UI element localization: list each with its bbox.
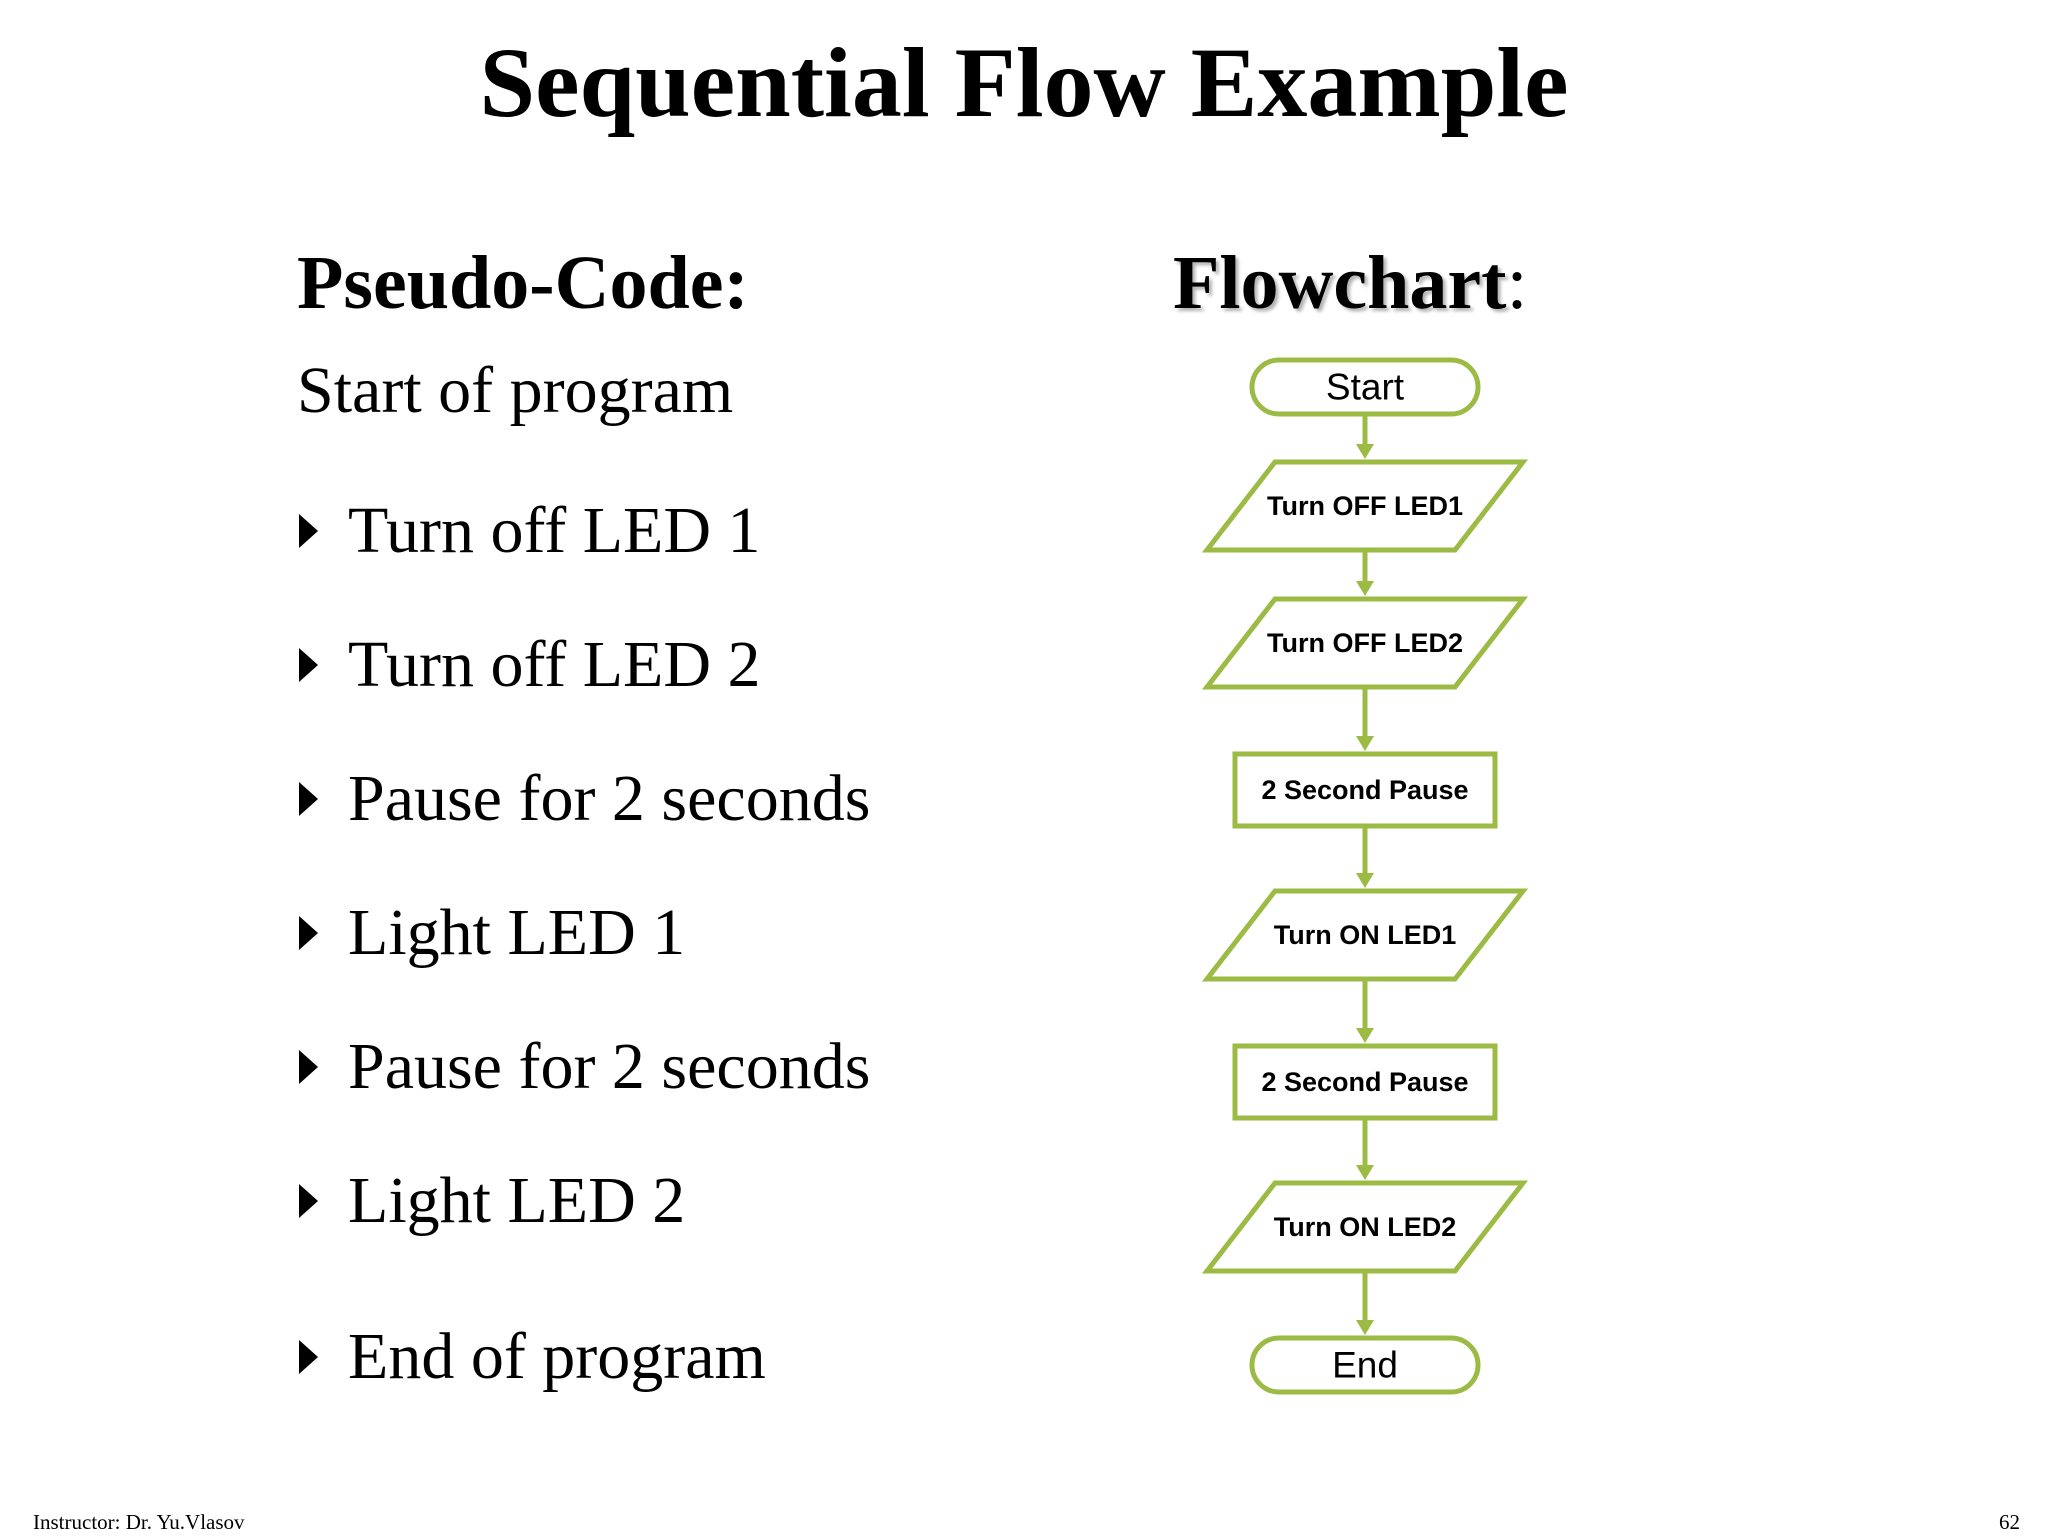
- flowchart-node-label: 2 Second Pause: [1261, 1067, 1469, 1097]
- page-number: 62: [1999, 1510, 2020, 1534]
- flowchart-node-label: Turn ON LED1: [1273, 920, 1457, 950]
- pseudo-step-text: Light LED 2: [348, 1164, 686, 1237]
- pseudo-code-heading: Pseudo-Code:: [297, 241, 749, 325]
- flowchart-node-label: Turn OFF LED2: [1267, 628, 1463, 658]
- footer-instructor: Instructor: Dr. Yu.Vlasov: [33, 1510, 245, 1534]
- arrowhead-icon: [1356, 1028, 1374, 1043]
- flowchart-node-label: End: [1332, 1344, 1398, 1386]
- flowchart-heading-colon: :: [1506, 241, 1528, 325]
- pseudo-start-line: Start of program: [297, 354, 734, 427]
- flowchart-node-label: 2 Second Pause: [1261, 775, 1469, 805]
- arrowhead-icon: [1356, 444, 1374, 459]
- pseudo-step-text: Light LED 1: [348, 896, 686, 969]
- flowchart-heading-text: Flowchart: [1173, 241, 1507, 325]
- slide-title: Sequential Flow Example: [479, 27, 1569, 138]
- arrowhead-icon: [1356, 736, 1374, 751]
- flowchart-node-label: Turn ON LED2: [1273, 1212, 1457, 1242]
- arrowhead-icon: [1356, 581, 1374, 596]
- arrowhead-icon: [1356, 873, 1374, 888]
- arrowhead-icon: [1356, 1320, 1374, 1335]
- pseudo-step-text: Pause for 2 seconds: [348, 1030, 871, 1103]
- arrowhead-icon: [1356, 1165, 1374, 1180]
- flowchart-node-label: Start: [1325, 366, 1405, 408]
- pseudo-step-text: End of program: [348, 1320, 766, 1393]
- flowchart-node-label: Turn OFF LED1: [1267, 491, 1463, 521]
- pseudo-step-text: Turn off LED 2: [348, 628, 761, 701]
- pseudo-step-text: Turn off LED 1: [348, 494, 761, 567]
- pseudo-step-text: Pause for 2 seconds: [348, 762, 871, 835]
